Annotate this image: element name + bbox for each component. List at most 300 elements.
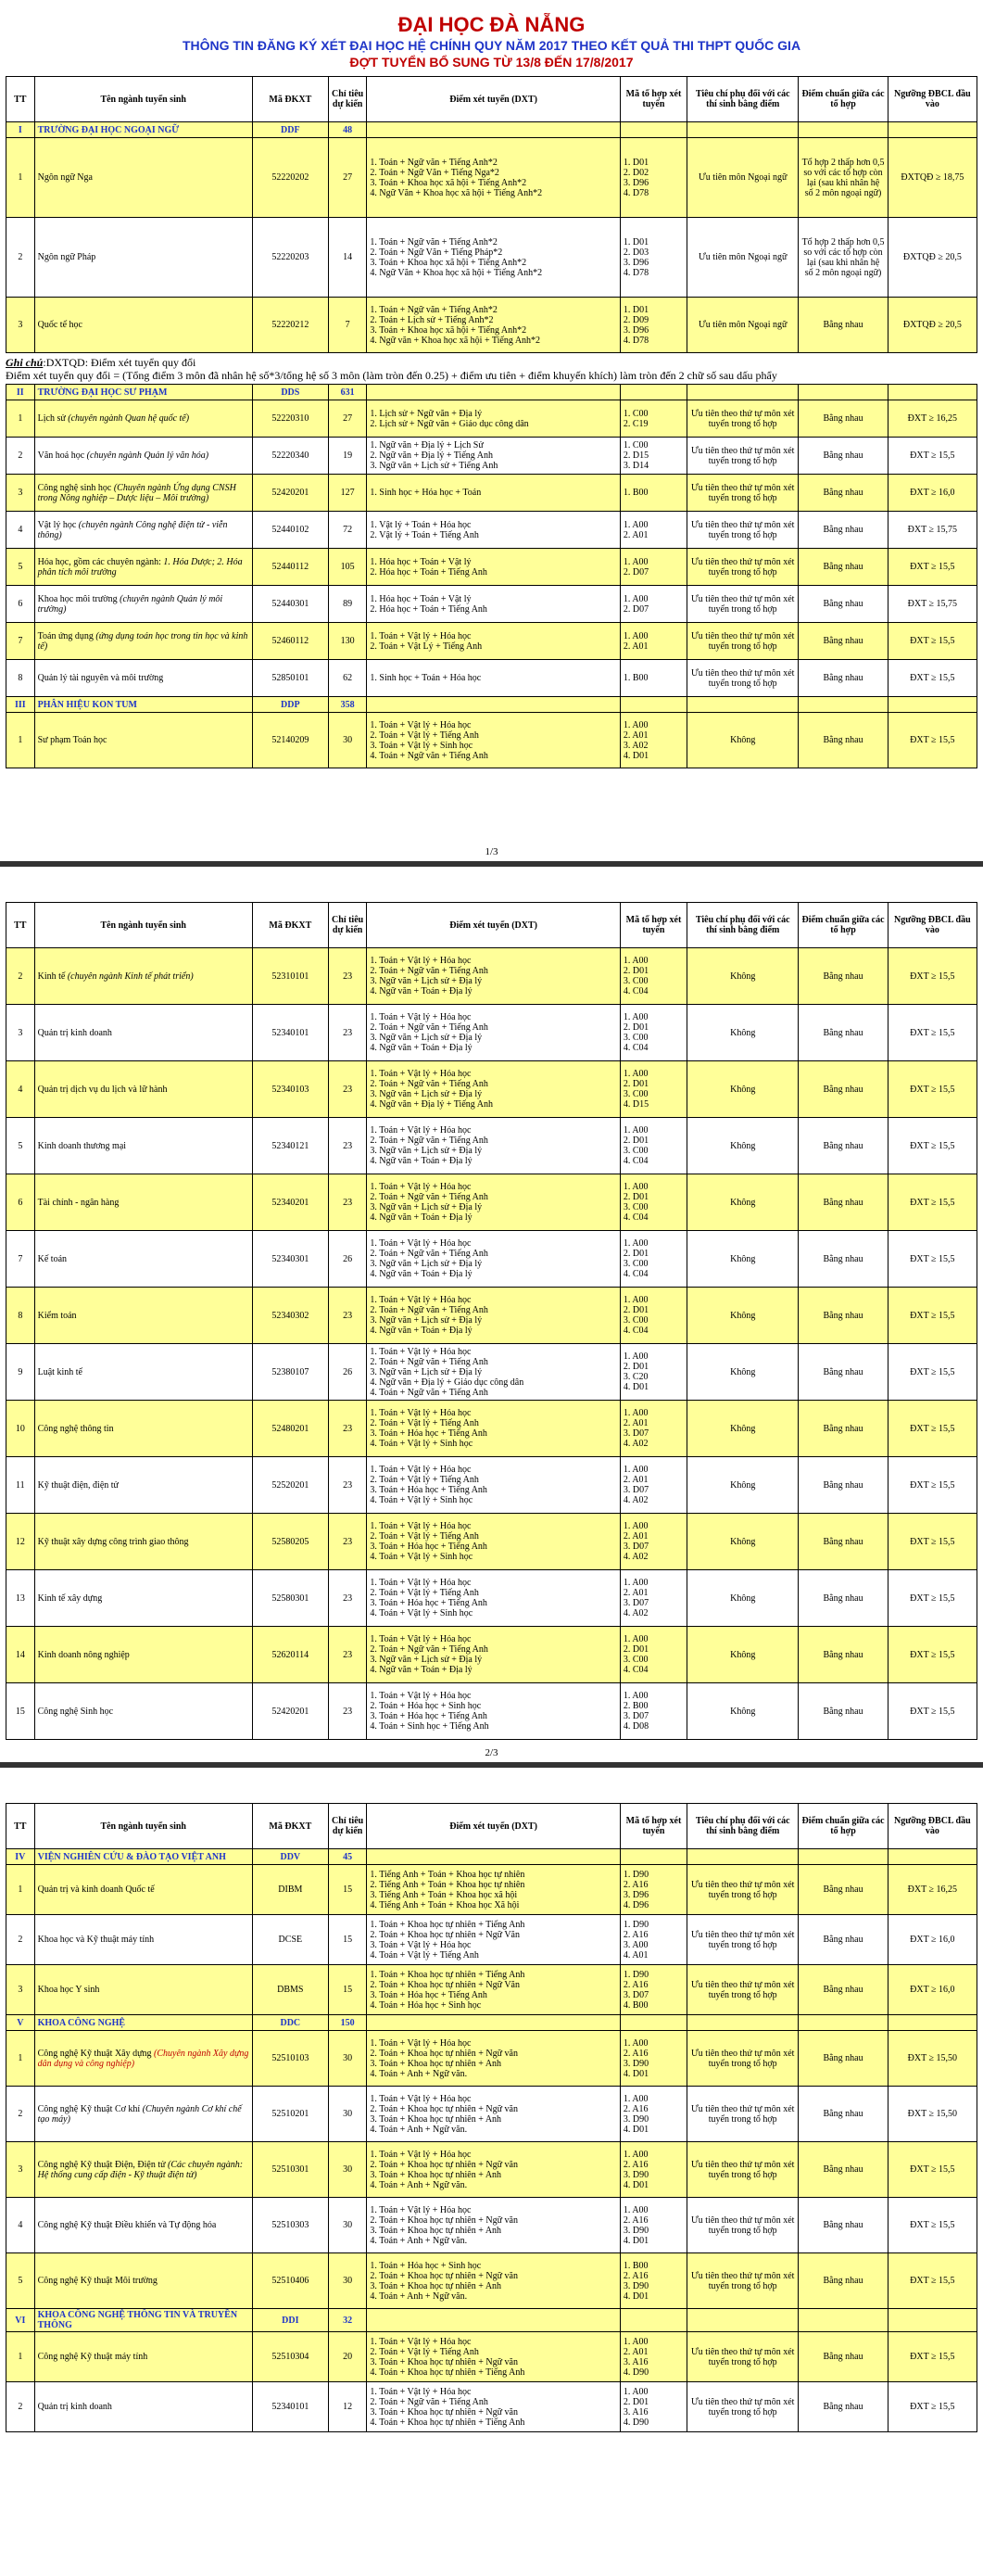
combination-code: 4. C04 xyxy=(623,1326,649,1336)
combination-code: 1. D90 xyxy=(623,1969,649,1980)
program-quota: 19 xyxy=(328,438,367,475)
score-between-combinations: Bằng nhau xyxy=(799,1005,888,1061)
combination-code: 1. B00 xyxy=(623,488,649,498)
program-code: DCSE xyxy=(252,1915,328,1965)
subject-combination: 2. Toán + Khoa học tự nhiên + Ngữ Văn xyxy=(370,1979,520,1990)
program-name xyxy=(34,549,252,586)
program-name-text: Công nghệ Kỹ thuật Môi trường xyxy=(37,2276,158,2286)
combination-code: 4. D08 xyxy=(623,1721,649,1732)
program-quota: 30 xyxy=(328,2142,367,2198)
combination-code: 2. A01 xyxy=(623,1418,649,1428)
quality-threshold: ĐXT ≥ 16,25 xyxy=(888,1865,977,1915)
subject-combination: 1. Toán + Ngữ văn + Tiếng Anh*2 xyxy=(370,157,498,168)
admission-table xyxy=(6,1803,977,2432)
combination-code: 1. A00 xyxy=(623,2149,649,2160)
table-row xyxy=(6,2253,977,2309)
program-quota: 7 xyxy=(328,298,367,353)
program-subtitle: (Chuyên ngành Cơ khí chế tạo máy) xyxy=(37,2103,242,2125)
subject-combination: 4. Toán + Vật lý + Sinh học xyxy=(370,1495,473,1505)
program-code: 52340121 xyxy=(252,1118,328,1174)
column-header: Mã ĐKXT xyxy=(252,77,328,122)
subject-combination: 4. Toán + Ngữ văn + Tiếng Anh xyxy=(370,750,488,761)
program-code: 52380107 xyxy=(252,1344,328,1401)
program-subtitle: (chuyên ngành Quản lý môi trường) xyxy=(37,593,223,615)
subject-combination: 3. Toán + Hóa học + Tiếng Anh xyxy=(370,1542,487,1552)
tie-break-criteria: Ưu tiên môn Ngoại ngữ xyxy=(687,218,799,298)
page-round: ĐỢT TUYỂN BỔ SUNG TỪ 13/8 ĐẾN 17/8/2017 xyxy=(349,55,634,70)
combination-code: 1. A00 xyxy=(623,1295,649,1305)
section-empty xyxy=(687,1849,799,1865)
table-row xyxy=(6,1627,977,1683)
tie-break-criteria: Ưu tiên theo thứ tự môn xét tuyển trong tổ hợp xyxy=(687,1965,799,2015)
combination-code: 4. C04 xyxy=(623,986,649,996)
tie-break-criteria: Ưu tiên theo thứ tự môn xét tuyển trong tổ hợp xyxy=(687,2142,799,2198)
tie-break-criteria: Ưu tiên theo thứ tự môn xét tuyển trong tổ hợp xyxy=(687,586,799,623)
section-quota: 631 xyxy=(328,385,367,400)
program-code: 52220212 xyxy=(252,298,328,353)
subject-combinations xyxy=(367,2087,620,2142)
combination-code: 1. A00 xyxy=(623,2093,649,2104)
combination-code: 2. A01 xyxy=(623,529,649,540)
row-number: 3 xyxy=(6,475,35,512)
subject-combinations xyxy=(367,1627,620,1683)
subject-combination: 4. Toán + Vật lý + Tiếng Anh xyxy=(370,1949,479,1961)
subject-combinations xyxy=(367,713,620,768)
quality-threshold: ĐXT ≥ 15,5 xyxy=(888,549,977,586)
section-quota: 358 xyxy=(328,697,367,713)
section-quota: 45 xyxy=(328,1849,367,1865)
column-header: Mã tổ hợp xét tuyển xyxy=(620,903,687,948)
combination-code: 1. A00 xyxy=(623,556,649,567)
quality-threshold: ĐXT ≥ 15,5 xyxy=(888,623,977,660)
combination-code: 1. A00 xyxy=(623,1408,649,1418)
score-between-combinations: Bằng nhau xyxy=(799,2087,888,2142)
combination-codes xyxy=(620,713,687,768)
section-empty xyxy=(888,385,977,400)
subject-combination: 1. Hóa học + Toán + Vật lý xyxy=(370,593,472,604)
row-number: 1 xyxy=(6,138,35,218)
subject-combinations xyxy=(367,1231,620,1288)
program-subtitle: 1. Hóa Dược; 2. Hóa phân tích môi trường xyxy=(37,556,243,577)
combination-code: 3. D07 xyxy=(623,1485,649,1495)
combination-code: 2. B00 xyxy=(623,1701,649,1711)
subject-combination: 3. Toán + Khoa học tự nhiên + Anh xyxy=(370,2058,502,2069)
row-number: 3 xyxy=(6,1965,35,2015)
score-between-combinations: Bằng nhau xyxy=(799,549,888,586)
section-name: TRƯỜNG ĐẠI HỌC SƯ PHẠM xyxy=(34,385,252,400)
subject-combinations xyxy=(367,1965,620,2015)
table-row xyxy=(6,2031,977,2087)
section-empty xyxy=(620,385,687,400)
program-name-text: Công nghệ Kỹ thuật Điều khiển và Tự động hóa xyxy=(37,2220,217,2230)
combination-codes xyxy=(620,2031,687,2087)
section-empty xyxy=(620,697,687,713)
table-row xyxy=(6,1514,977,1570)
program-name xyxy=(34,1174,252,1231)
page1-table-b xyxy=(0,384,983,768)
subject-combinations xyxy=(367,2142,620,2198)
quality-threshold: ĐXT ≥ 15,5 xyxy=(888,2198,977,2253)
combination-code: 2. A01 xyxy=(623,1475,649,1485)
program-code: DBMS xyxy=(252,1965,328,2015)
row-number: 1 xyxy=(6,400,35,438)
combination-code: 3. C00 xyxy=(623,1655,649,1665)
row-number: 2 xyxy=(6,1915,35,1965)
tie-break-criteria: Không xyxy=(687,1683,799,1740)
combination-code: 2. A16 xyxy=(623,1979,649,1990)
program-code: 52510303 xyxy=(252,2198,328,2253)
program-code: 52520201 xyxy=(252,1457,328,1514)
combination-code: 4. D90 xyxy=(623,2367,649,2378)
combination-code: 1. A00 xyxy=(623,1012,649,1022)
combination-codes xyxy=(620,1061,687,1118)
score-between-combinations: Bằng nhau xyxy=(799,475,888,512)
row-number: 7 xyxy=(6,623,35,660)
subject-combination: 1. Ngữ văn + Địa lý + Lịch Sử xyxy=(370,440,484,450)
score-between-combinations: Bằng nhau xyxy=(799,1457,888,1514)
combination-code: 2. A16 xyxy=(623,2103,649,2114)
combination-code: 4. C04 xyxy=(623,1043,649,1053)
combination-code: 2. D01 xyxy=(623,1249,649,1259)
program-code: 52220340 xyxy=(252,438,328,475)
column-header: Mã tổ hợp xét tuyển xyxy=(620,77,687,122)
section-code: DDF xyxy=(252,122,328,138)
subject-combination: 3. Toán + Khoa học xã hội + Tiếng Anh*2 xyxy=(370,324,527,336)
program-code: 52220203 xyxy=(252,218,328,298)
program-subtitle: (Chuyên ngành Ứng dụng CNSH trong Nông nghiệp – Dược liệu – Môi trường) xyxy=(37,482,236,503)
table-row xyxy=(6,2142,977,2198)
program-name xyxy=(34,1005,252,1061)
combination-code: 3. D14 xyxy=(623,461,649,471)
section-empty xyxy=(687,697,799,713)
program-quota: 27 xyxy=(328,400,367,438)
subject-combination: 1. Toán + Vật lý + Hóa học xyxy=(370,1295,472,1305)
program-name xyxy=(34,400,252,438)
row-number: 3 xyxy=(6,298,35,353)
section-empty xyxy=(888,2309,977,2332)
subject-combination: 1. Toán + Khoa học tự nhiên + Tiếng Anh xyxy=(370,1919,525,1930)
combination-code: 4. C04 xyxy=(623,1665,649,1675)
quality-threshold: ĐXT ≥ 15,75 xyxy=(888,586,977,623)
tie-break-criteria: Ưu tiên theo thứ tự môn xét tuyển trong tổ hợp xyxy=(687,660,799,697)
program-name-text: Kế toán xyxy=(37,1253,68,1264)
combination-codes xyxy=(620,1231,687,1288)
subject-combination: 3. Ngữ văn + Lịch sử + Địa lý xyxy=(370,1366,483,1377)
program-code: 52220202 xyxy=(252,138,328,218)
subject-combinations xyxy=(367,1174,620,1231)
table-row xyxy=(6,948,977,1005)
section-empty xyxy=(888,2015,977,2031)
combination-code: 2. D02 xyxy=(623,167,649,178)
row-number: 1 xyxy=(6,713,35,768)
quality-threshold: ĐXT ≥ 15,5 xyxy=(888,1005,977,1061)
quality-threshold: ĐXT ≥ 15,5 xyxy=(888,1627,977,1683)
tie-break-criteria: Không xyxy=(687,1174,799,1231)
subject-combination: 3. Toán + Khoa học tự nhiên + Anh xyxy=(370,2280,502,2291)
quality-threshold: ĐXT ≥ 15,5 xyxy=(888,1174,977,1231)
score-between-combinations: Bằng nhau xyxy=(799,1915,888,1965)
score-between-combinations: Bằng nhau xyxy=(799,400,888,438)
combination-code: 1. A00 xyxy=(623,1578,649,1588)
row-number: 10 xyxy=(6,1401,35,1457)
note xyxy=(6,356,977,382)
program-name-text: Kỹ thuật xây dựng công trình giao thông xyxy=(37,1536,189,1547)
column-header: Tiêu chí phụ đối với các thí sinh bằng điểm xyxy=(687,903,799,948)
subject-combination: 1. Toán + Vật lý + Hóa học xyxy=(370,1069,472,1079)
combination-code: 1. A00 xyxy=(623,2204,649,2215)
combination-code: 4. D01 xyxy=(623,2235,649,2246)
column-header: Điểm chuẩn giữa các tổ hợp xyxy=(799,77,888,122)
table-row xyxy=(6,2382,977,2432)
subject-combinations xyxy=(367,2198,620,2253)
program-subtitle: (chuyên ngành Kinh tế phát triển) xyxy=(67,971,194,982)
subject-combination: 3. Tiếng Anh + Toán + Khoa học xã hội xyxy=(370,1889,518,1900)
combination-code: 2. C19 xyxy=(623,418,649,429)
subject-combination: 4. Toán + Vật lý + Sinh học xyxy=(370,1552,473,1562)
subject-combination: 3. Toán + Hóa học + Tiếng Anh xyxy=(370,1711,487,1721)
combination-code: 1. D01 xyxy=(623,236,649,247)
section-name: VIỆN NGHIÊN CỨU & ĐÀO TẠO VIỆT ANH xyxy=(34,1849,252,1865)
subject-combination: 2. Toán + Khoa học tự nhiên + Ngữ Văn xyxy=(370,1929,520,1940)
combination-code: 3. C00 xyxy=(623,1033,649,1043)
program-name xyxy=(34,2198,252,2253)
column-header: Ngưỡng ĐBCL đầu vào xyxy=(888,903,977,948)
combination-code: 4. A01 xyxy=(623,1949,649,1961)
program-name xyxy=(34,713,252,768)
header-row xyxy=(6,903,977,948)
combination-code: 1. A00 xyxy=(623,956,649,966)
program-name xyxy=(34,2332,252,2382)
row-number: 4 xyxy=(6,512,35,549)
tie-break-criteria: Ưu tiên theo thứ tự môn xét tuyển trong tổ hợp xyxy=(687,2198,799,2253)
combination-code: 2. A01 xyxy=(623,1588,649,1598)
combination-code: 2. D07 xyxy=(623,566,649,577)
section-name: KHOA CÔNG NGHỆ xyxy=(34,2015,252,2031)
combination-code: 1. A00 xyxy=(623,1238,649,1249)
program-quota: 130 xyxy=(328,623,367,660)
combination-code: 2. D07 xyxy=(623,603,649,615)
program-subtitle: (chuyên ngành Quan hệ quốc tế) xyxy=(68,413,190,424)
program-name-text: Khoa học và Kỹ thuật máy tính xyxy=(37,1935,155,1945)
section-code: DDI xyxy=(252,2309,328,2332)
score-between-combinations: Bằng nhau xyxy=(799,713,888,768)
subject-combinations xyxy=(367,2253,620,2309)
section-empty xyxy=(799,697,888,713)
combination-code: 4. A02 xyxy=(623,1439,649,1449)
row-number: 11 xyxy=(6,1457,35,1514)
row-number: 4 xyxy=(6,2198,35,2253)
column-header: TT xyxy=(6,77,35,122)
row-number: 3 xyxy=(6,2142,35,2198)
program-quota: 23 xyxy=(328,1401,367,1457)
table-row xyxy=(6,1865,977,1915)
section-code: DDV xyxy=(252,1849,328,1865)
combination-code: 2. D01 xyxy=(623,966,649,976)
subject-combination: 4. Ngữ văn + Toán + Địa lý xyxy=(370,1043,473,1053)
subject-combination: 2. Toán + Ngữ văn + Tiếng Anh xyxy=(370,1356,488,1367)
page-separator xyxy=(0,861,983,867)
combination-code: 1. A00 xyxy=(623,1521,649,1531)
subject-combination: 2. Toán + Vật lý + Tiếng Anh xyxy=(370,2346,479,2357)
program-code: 52510304 xyxy=(252,2332,328,2382)
quality-threshold: ĐXT ≥ 15,75 xyxy=(888,512,977,549)
combination-code: 1. A00 xyxy=(623,1182,649,1192)
combination-code: 2. D01 xyxy=(623,2396,649,2407)
program-name-text: Lịch sử xyxy=(37,413,69,424)
combination-code: 1. A00 xyxy=(623,2336,649,2347)
quality-threshold: ĐXT ≥ 15,5 xyxy=(888,2332,977,2382)
score-between-combinations: Bằng nhau xyxy=(799,660,888,697)
combination-code: 2. D01 xyxy=(623,1362,649,1372)
subject-combinations xyxy=(367,1118,620,1174)
quality-threshold: ĐXT ≥ 15,5 xyxy=(888,438,977,475)
program-name-text: Công nghệ Kỹ thuật Cơ khí xyxy=(37,2103,143,2114)
combination-codes xyxy=(620,400,687,438)
subject-combinations xyxy=(367,1061,620,1118)
subject-combination: 2. Hóa học + Toán + Tiếng Anh xyxy=(370,566,487,577)
subject-combinations xyxy=(367,438,620,475)
combination-code: 1. A00 xyxy=(623,630,649,641)
subject-combinations xyxy=(367,400,620,438)
subject-combination: 2. Toán + Ngữ văn + Tiếng Anh xyxy=(370,1079,488,1089)
tie-break-criteria: Không xyxy=(687,1231,799,1288)
combination-codes xyxy=(620,2332,687,2382)
tie-break-criteria: Ưu tiên theo thứ tự môn xét tuyển trong tổ hợp xyxy=(687,2087,799,2142)
column-header: Điểm xét tuyển (DXT) xyxy=(367,903,620,948)
table-row xyxy=(6,586,977,623)
subject-combination: 4. Tiếng Anh + Toán + Khoa học Xã hội xyxy=(370,1899,520,1910)
column-header: Ngưỡng ĐBCL đầu vào xyxy=(888,77,977,122)
subject-combination: 2. Toán + Vật lý + Tiếng Anh xyxy=(370,1531,479,1542)
subject-combinations xyxy=(367,298,620,353)
quality-threshold: ĐXT ≥ 15,5 xyxy=(888,1514,977,1570)
program-name-text: Văn hoá học xyxy=(37,450,87,461)
program-code: 52140209 xyxy=(252,713,328,768)
subject-combination: 1. Toán + Vật lý + Hóa học xyxy=(370,2037,472,2049)
combination-codes xyxy=(620,1288,687,1344)
program-name-text: Kỹ thuật điện, điện tử xyxy=(37,1479,119,1491)
combination-code: 4. D01 xyxy=(623,1382,649,1392)
combination-codes xyxy=(620,2253,687,2309)
row-number: 14 xyxy=(6,1627,35,1683)
page-number-1: 1/3 xyxy=(485,846,498,857)
subject-combination: 2. Toán + Vật lý + Tiếng Anh xyxy=(370,730,479,741)
subject-combinations xyxy=(367,2031,620,2087)
subject-combination: 3. Ngữ văn + Lịch sử + Địa lý xyxy=(370,1655,483,1665)
program-name-text: Toán ứng dụng xyxy=(37,630,96,641)
combination-code: 1. A00 xyxy=(623,2037,649,2049)
program-name xyxy=(34,1915,252,1965)
column-header: Điểm chuẩn giữa các tổ hợp xyxy=(799,1804,888,1849)
subject-combinations xyxy=(367,512,620,549)
score-between-combinations: Bằng nhau xyxy=(799,1118,888,1174)
program-name-text: Công nghệ Sinh học xyxy=(37,1706,114,1717)
subject-combinations xyxy=(367,623,620,660)
subject-combination: 1. Toán + Vật lý + Hóa học xyxy=(370,1182,472,1192)
table-row xyxy=(6,1005,977,1061)
combination-code: 1. A00 xyxy=(623,1125,649,1136)
subject-combination: 1. Toán + Vật lý + Hóa học xyxy=(370,719,472,730)
combination-code: 3. D90 xyxy=(623,2113,649,2125)
combination-code: 2. D03 xyxy=(623,247,649,258)
combination-code: 1. C00 xyxy=(623,408,649,419)
combination-code: 3. D90 xyxy=(623,2225,649,2236)
subject-combinations xyxy=(367,1865,620,1915)
program-code: 52420201 xyxy=(252,475,328,512)
tie-break-criteria: Không xyxy=(687,1344,799,1401)
section-empty xyxy=(888,1849,977,1865)
combination-code: 2. A01 xyxy=(623,730,649,741)
subject-combination: 1. Toán + Vật lý + Hóa học xyxy=(370,1521,472,1531)
table-row xyxy=(6,1401,977,1457)
program-quota: 30 xyxy=(328,713,367,768)
subject-combination: 1. Toán + Ngữ văn + Tiếng Anh*2 xyxy=(370,304,498,315)
tie-break-criteria: Ưu tiên theo thứ tự môn xét tuyển trong tổ hợp xyxy=(687,2382,799,2432)
admission-table xyxy=(6,902,977,1740)
subject-combination: 2. Toán + Ngữ văn + Tiếng Anh xyxy=(370,966,488,976)
program-quota: 23 xyxy=(328,1174,367,1231)
tie-break-criteria: Ưu tiên theo thứ tự môn xét tuyển trong tổ hợp xyxy=(687,400,799,438)
row-number: 15 xyxy=(6,1683,35,1740)
page-number-2: 2/3 xyxy=(485,1747,498,1758)
subject-combination: 2. Toán + Lịch sử + Tiếng Anh*2 xyxy=(370,314,494,325)
quality-threshold: ĐXT ≥ 15,5 xyxy=(888,660,977,697)
section-empty xyxy=(799,2309,888,2332)
section-name: TRƯỜNG ĐẠI HỌC NGOẠI NGỮ xyxy=(34,122,252,138)
subject-combination: 3. Toán + Khoa học xã hội + Tiếng Anh*2 xyxy=(370,257,527,268)
program-subtitle: (chuyên ngành Quản lý văn hóa) xyxy=(86,450,209,461)
subject-combination: 4. Ngữ văn + Toán + Địa lý xyxy=(370,1269,473,1279)
subject-combination: 2. Toán + Khoa học tự nhiên + Ngữ văn xyxy=(370,2103,518,2114)
combination-code: 3. A02 xyxy=(623,740,649,751)
combination-code: 3. D96 xyxy=(623,257,649,268)
tie-break-criteria: Không xyxy=(687,1457,799,1514)
score-between-combinations: Bằng nhau xyxy=(799,1570,888,1627)
combination-code: 3. C20 xyxy=(623,1372,649,1382)
program-code: 52850101 xyxy=(252,660,328,697)
program-name xyxy=(34,218,252,298)
page1-table-a xyxy=(0,76,983,353)
program-quota: 89 xyxy=(328,586,367,623)
section-empty xyxy=(687,2015,799,2031)
section-row xyxy=(6,2015,977,2031)
subject-combination: 2. Ngữ văn + Địa lý + Tiếng Anh xyxy=(370,450,493,461)
combination-code: 1. C00 xyxy=(623,440,649,450)
subject-combination: 1. Toán + Vật lý + Hóa học xyxy=(370,1238,472,1249)
table-row xyxy=(6,2087,977,2142)
tie-break-criteria: Không xyxy=(687,1288,799,1344)
subject-combination: 2. Toán + Vật lý + Tiếng Anh xyxy=(370,1475,479,1485)
score-between-combinations: Bằng nhau xyxy=(799,623,888,660)
table-row xyxy=(6,1915,977,1965)
quality-threshold: ĐXT ≥ 15,50 xyxy=(888,2087,977,2142)
subject-combination: 3. Ngữ văn + Lịch sử + Địa lý xyxy=(370,1089,483,1099)
program-code: 52440112 xyxy=(252,549,328,586)
row-number: 1 xyxy=(6,1865,35,1915)
combination-code: 4. C04 xyxy=(623,1269,649,1279)
section-name: PHÂN HIỆU KON TUM xyxy=(34,697,252,713)
program-name xyxy=(34,660,252,697)
program-name xyxy=(34,2253,252,2309)
score-between-combinations: Bằng nhau xyxy=(799,1061,888,1118)
program-name-text: Hóa học, gồm các chuyên ngành: xyxy=(37,556,164,567)
subject-combination: 1. Toán + Vật lý + Hóa học xyxy=(370,2336,472,2347)
program-code: 52440301 xyxy=(252,586,328,623)
combination-code: 3. D07 xyxy=(623,1428,649,1439)
combination-code: 3. C00 xyxy=(623,1259,649,1269)
program-name xyxy=(34,1401,252,1457)
table-row xyxy=(6,298,977,353)
